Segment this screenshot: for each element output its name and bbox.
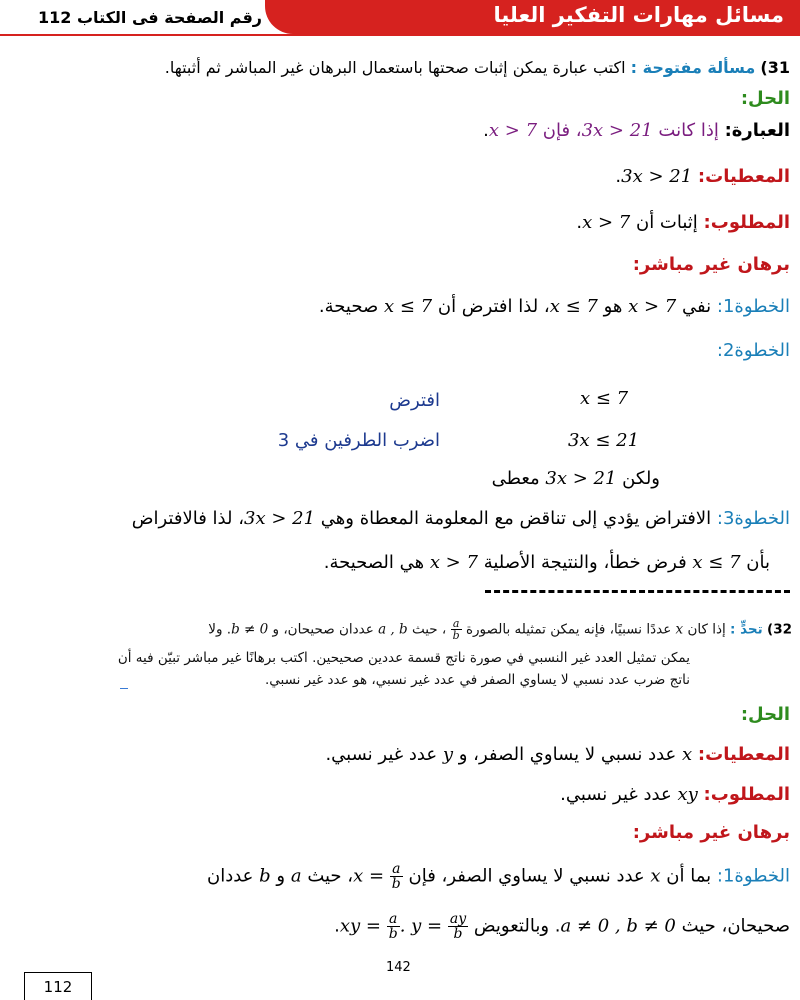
q31-solution-label: الحل: xyxy=(740,88,790,109)
frac-numerator: a xyxy=(451,618,462,630)
q32-step1-line2-a: صحيحان، حيث xyxy=(681,915,790,937)
q32-label: تحدٍّ : xyxy=(730,621,763,638)
statement-expr-2: x > 7 xyxy=(488,120,538,141)
step1-expr-a: x > 7 xyxy=(628,296,677,317)
q32-line1-e: . ولا xyxy=(208,621,232,638)
q32-proof-label: برهان غير مباشر: xyxy=(632,822,790,843)
book-page-box: 112 xyxy=(24,972,92,1000)
q31-given: المعطيات: 3x > 21. xyxy=(615,166,790,187)
q32-required-label: المطلوب: xyxy=(703,784,790,805)
step1-label: الخطوة1: xyxy=(716,296,790,317)
statement-text-2: ، فإن xyxy=(542,120,582,141)
q32-step1-label: الخطوة1: xyxy=(716,865,790,887)
q31-required: المطلوب: إثبات أن x > 7. xyxy=(576,212,790,233)
q32-step1-text-c: ، حيث xyxy=(307,865,354,887)
but-text: ولكن xyxy=(622,468,660,489)
q31-proof-label: برهان غير مباشر: xyxy=(632,254,790,275)
q31-number: 31) xyxy=(760,58,790,77)
q32-step1-frac-num: a xyxy=(390,862,403,877)
required-label: المطلوب: xyxy=(703,212,790,233)
q32-step1-line2-dot: . y = xyxy=(399,915,443,937)
step3-line2-expr-b: x > 7 xyxy=(429,552,478,573)
given-expr: 3x > 21 xyxy=(621,166,693,187)
q32-step1-line2 xyxy=(334,912,790,941)
step3-line2-a: بأن xyxy=(746,552,770,573)
q32-solution-label: الحل: xyxy=(740,704,790,725)
step3-line2-b: فرض خطأ، والنتيجة الأصلية xyxy=(483,552,687,573)
q32-line2-frac1-num: a xyxy=(387,912,400,927)
q32-given-label: المعطيات: xyxy=(697,744,790,765)
q32-line1-cond: b ≠ 0 xyxy=(231,621,269,638)
given-label: المعطيات: xyxy=(697,166,790,187)
q32-step1-x: x xyxy=(650,865,661,887)
q32-step1-line2-cond: a ≠ 0 , b ≠ 0 xyxy=(560,915,676,937)
step3-line2-c: هي الصحيحة. xyxy=(323,552,425,573)
q32-step1-frac-den: b xyxy=(391,876,401,892)
step1-expr-c: x ≤ 7 xyxy=(383,296,433,317)
q32-step1-line2-frac1 xyxy=(387,912,400,941)
q32-step1-text-b: عدد نسبي لا يساوي الصفر، فإن xyxy=(408,865,645,887)
q32-step1-text-a: بما أن xyxy=(666,865,712,887)
q32-given-x: x xyxy=(682,744,693,765)
q32-step1-line2-b: . وبالتعويض xyxy=(473,915,561,937)
step2-expr-1: x ≤ 7 xyxy=(580,388,629,409)
step2-but-line xyxy=(492,468,660,489)
q32-given-text-b: عدد غير نسبي. xyxy=(325,744,438,765)
q32-line1-d: عددان صحيحان، و xyxy=(272,621,374,638)
q32-line2-frac1-den: b xyxy=(388,926,398,942)
q32-number: 32) xyxy=(767,621,792,638)
statement-expr-1: 3x > 21 xyxy=(581,120,653,141)
q32-step1-fraction xyxy=(390,862,403,891)
step3-line1-a: الافتراض يؤدي إلى تناقض مع المعلومة المعطاة وهي xyxy=(320,508,712,529)
but-expr: 3x > 21 xyxy=(545,468,617,489)
q32-line1-c: ، حيث xyxy=(411,621,447,638)
q32-step1-line2-end: . xyxy=(334,915,340,937)
q32-required xyxy=(560,784,790,805)
q32-line1-b: عددًا نسبيًا، فإنه يمكن تمثيله بالصورة xyxy=(465,621,672,638)
q32-given xyxy=(325,744,790,765)
q31-step1 xyxy=(319,296,790,317)
q32-step1-line2-lhs: xy = xyxy=(339,915,382,937)
q31-prompt xyxy=(165,58,790,77)
step2-reason-2: اضرب الطرفين في 3 xyxy=(277,430,440,451)
q32-line1 xyxy=(208,618,792,641)
q32-step1-and: و xyxy=(276,865,286,887)
q31-statement: العبارة: إذا كانت 3x > 21، فإن x > 7. xyxy=(483,120,790,141)
q32-line3: ناتج ضرب عدد نسبي لا يساوي الصفر في عدد غير نسبي، هو عدد غير نسبي. xyxy=(264,672,690,688)
q32-given-text-a: عدد نسبي لا يساوي الصفر، و xyxy=(458,744,677,765)
q32-line2-frac2-num: ay xyxy=(449,911,467,927)
frac-denominator: b xyxy=(452,629,460,642)
section-title: مسائل مهارات التفكير العليا xyxy=(493,3,784,27)
step3-line1-b: ، لذا فالافتراض xyxy=(131,508,245,529)
q32-line2: يمكن تمثيل العدد غير النسبي في صورة ناتج قسمة عددين صحيحين. اكتب برهانًا غير مباشر تبيّن فيه أن xyxy=(117,650,690,666)
q32-required-expr: xy xyxy=(677,784,698,805)
q32-line1-a: إذا كان xyxy=(687,621,726,638)
q31-step3-line1 xyxy=(132,508,790,529)
q32-line2-frac2-den: b xyxy=(453,926,463,942)
q32-step1-b: b xyxy=(259,865,271,887)
step1-text-d: صحيحة. xyxy=(318,296,379,317)
step1-text-b: هو xyxy=(603,296,623,317)
required-expr: x > 7 xyxy=(582,212,631,233)
q31-step3-line2 xyxy=(324,552,770,573)
q32-required-text: عدد غير نسبي. xyxy=(560,784,672,805)
step3-label: الخطوة3: xyxy=(716,508,790,529)
q32-step1-line1 xyxy=(207,862,790,891)
header-divider xyxy=(0,34,800,36)
step2-expr-2: 3x ≤ 21 xyxy=(568,430,640,451)
step2-label: الخطوة2: xyxy=(716,340,790,361)
step1-expr-b: x ≤ 7 xyxy=(549,296,598,317)
step2-reason-1: افترض xyxy=(389,390,440,411)
page-number: 142 xyxy=(386,960,411,975)
q32-step1-text-d: عددان xyxy=(206,865,254,887)
statement-text-1: إذا كانت xyxy=(658,120,719,141)
but-suffix: معطى xyxy=(491,468,540,489)
q32-step1-a: a xyxy=(290,865,302,887)
step3-line2-expr-a: x ≤ 7 xyxy=(692,552,741,573)
page-header xyxy=(0,0,800,40)
step1-text-c: ، لذا افترض أن xyxy=(437,296,550,317)
q32-fraction xyxy=(451,618,462,641)
q32-line1-x: x xyxy=(675,621,684,638)
q32-step1-line2-frac2 xyxy=(448,912,468,941)
required-text: إثبات أن xyxy=(635,212,698,233)
book-page-reference: رقم الصفحة فى الكتاب 112 xyxy=(38,8,263,27)
step1-text-a: نفي xyxy=(682,296,712,317)
q31-label: مسألة مفتوحة : xyxy=(630,58,756,77)
step3-line1-expr: 3x > 21 xyxy=(244,508,316,529)
q32-step1-xeq: x = xyxy=(353,865,385,887)
scan-mark xyxy=(120,688,128,689)
q31-text: اكتب عبارة يمكن إثبات صحتها باستعمال البرهان غير المباشر ثم أثبتها. xyxy=(164,58,626,77)
q32-given-y: y xyxy=(442,744,453,765)
statement-label: العبارة: xyxy=(724,120,790,141)
section-divider xyxy=(485,590,790,593)
q32-line1-ab: a , b xyxy=(378,621,408,638)
